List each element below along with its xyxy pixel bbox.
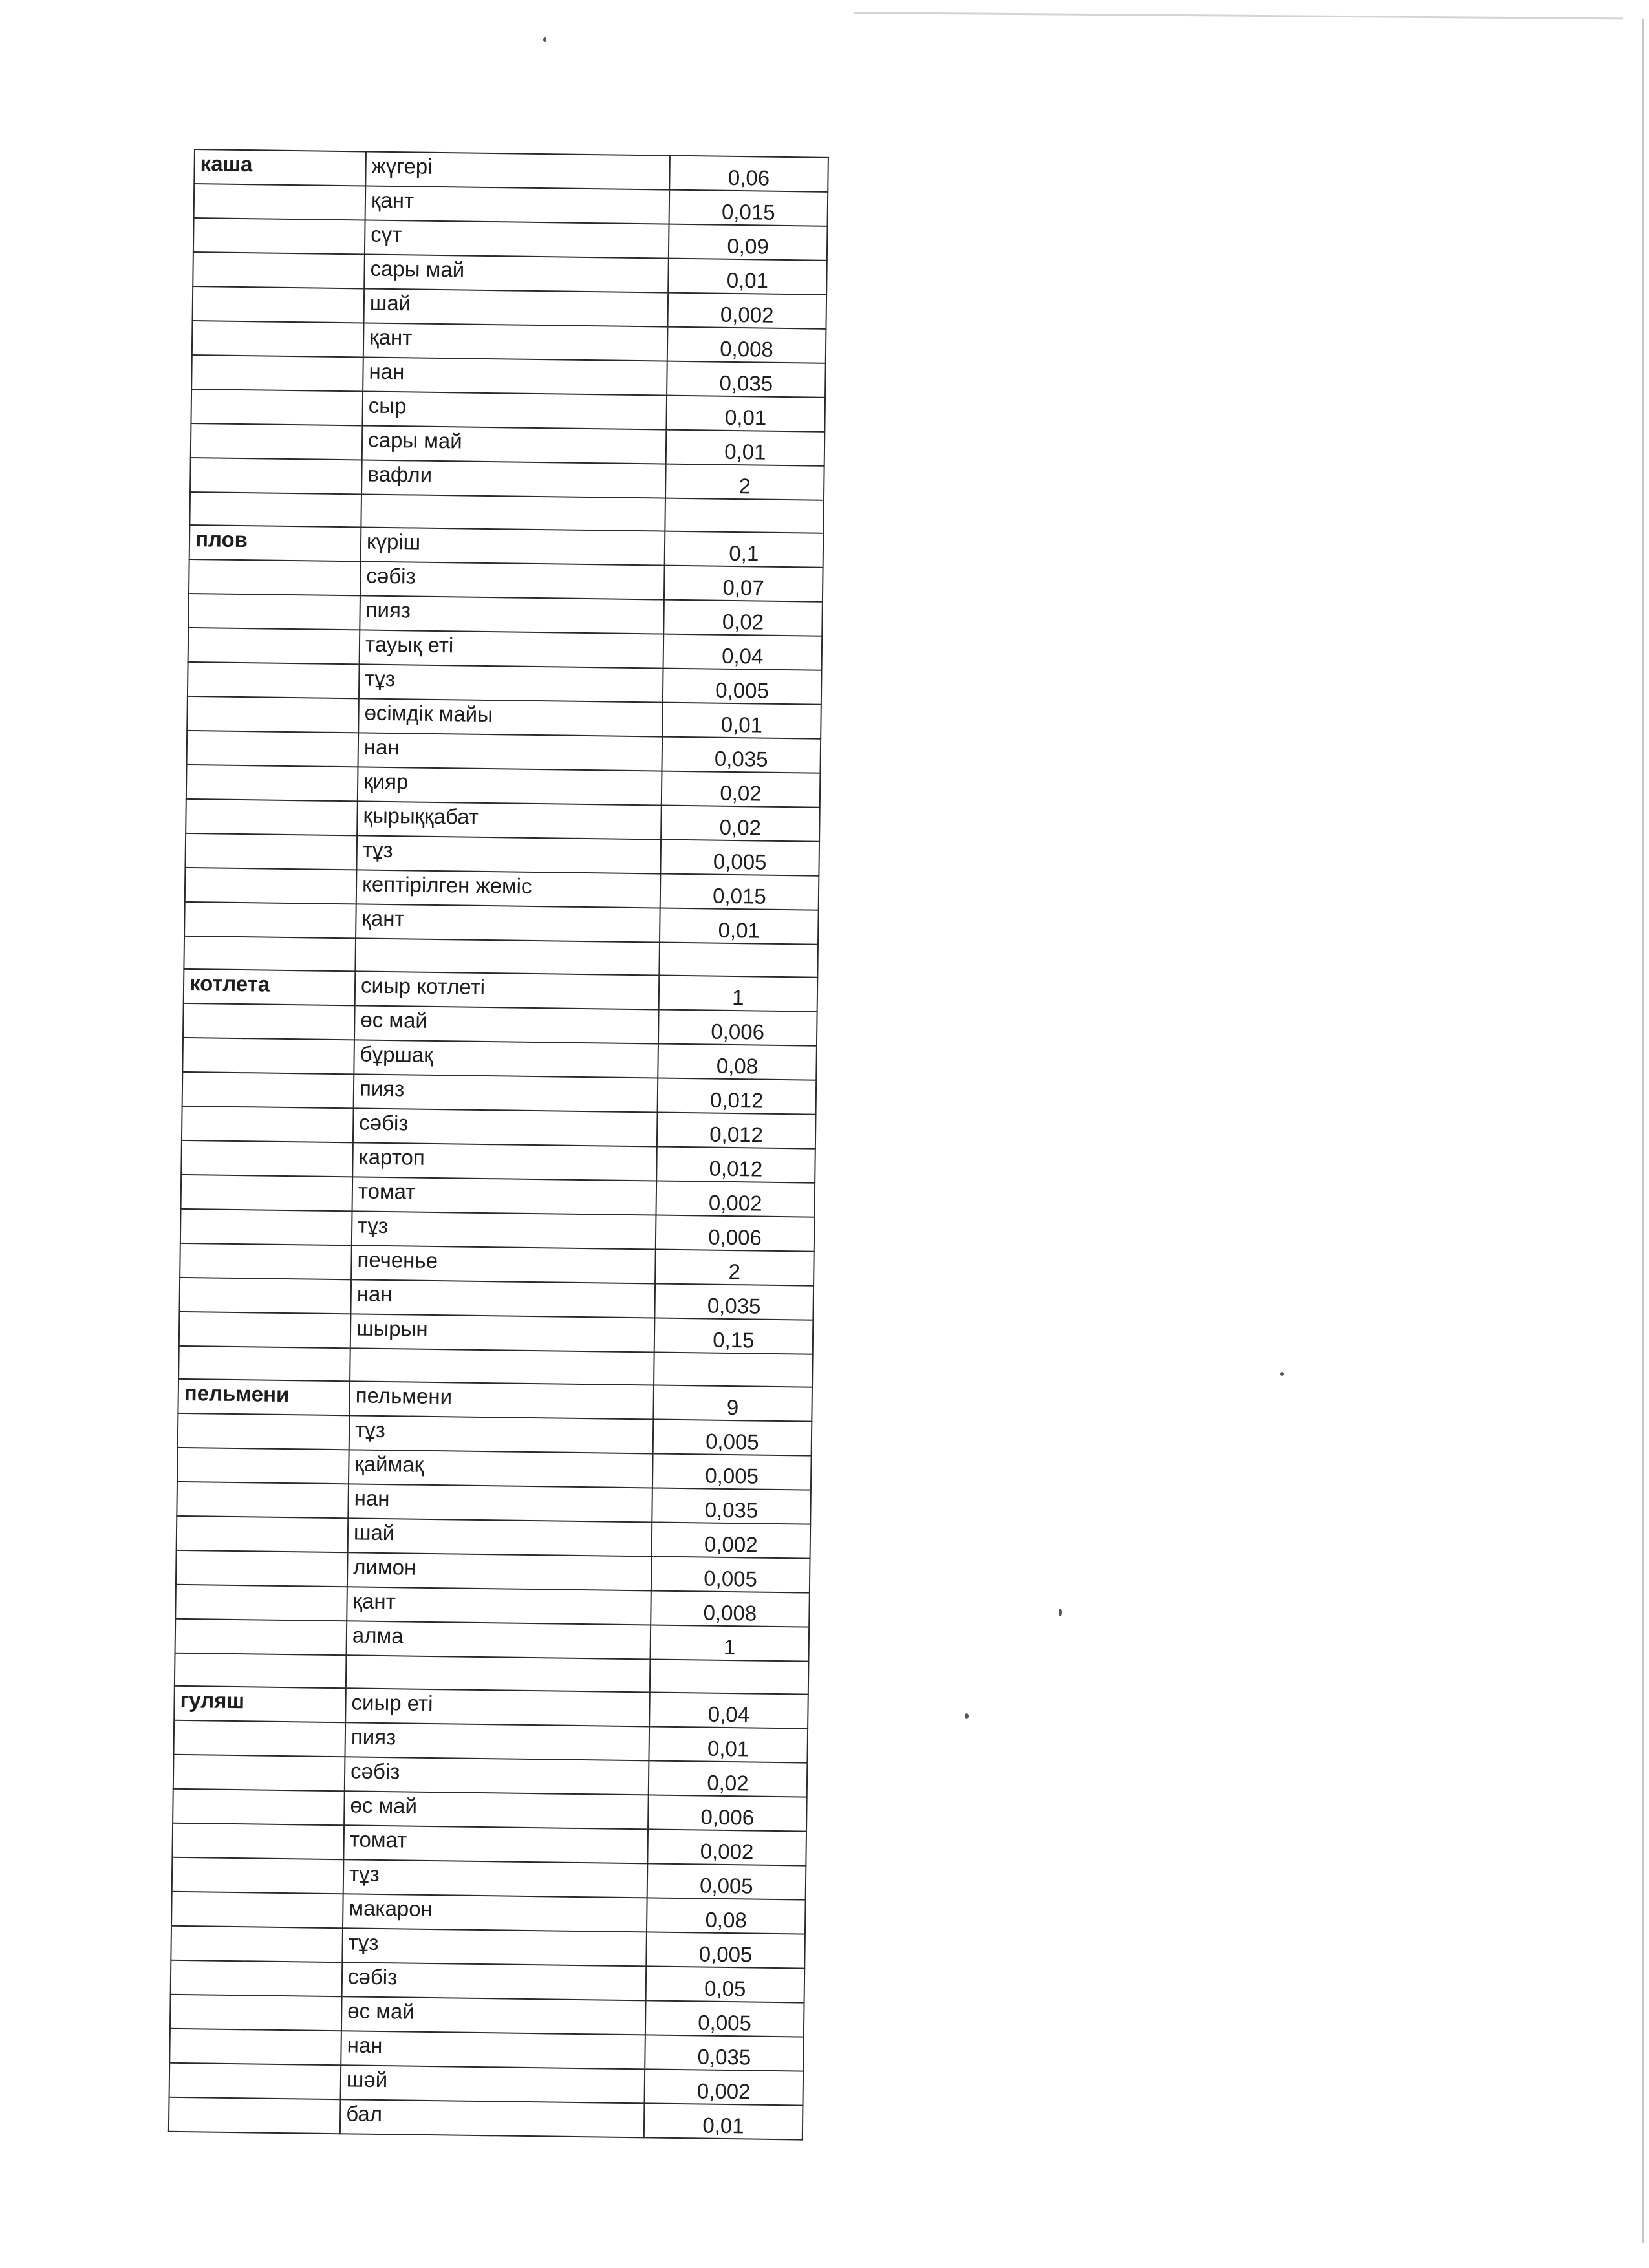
ingredient-quantity: 0,01 [662, 703, 821, 739]
ingredient-name: сәбіз [353, 1108, 658, 1146]
ingredient-name: сиыр котлеті [355, 971, 660, 1009]
ingredient-quantity: 0,035 [645, 2035, 804, 2071]
ingredient-name: қант [347, 1587, 651, 1625]
dish-cell-empty [186, 799, 358, 835]
ingredient-name: пияз [354, 1074, 658, 1112]
ingredient-quantity: 0,005 [647, 1863, 806, 1899]
ingredient-name: вафли [361, 460, 666, 498]
ingredient-quantity: 0,02 [661, 806, 820, 842]
ingredient-name: бұршақ [354, 1040, 658, 1078]
ingredient-name: сыр [362, 391, 667, 429]
ingredient-name: томат [352, 1177, 657, 1215]
ingredient-name: тұз [343, 1859, 648, 1898]
ingredient-quantity: 0,005 [645, 2000, 804, 2037]
dish-cell-empty [186, 765, 358, 801]
ingredient-quantity: 9 [653, 1385, 812, 1421]
ingredient-name: нан [363, 357, 667, 395]
scan-speck [1059, 1609, 1062, 1616]
ingredient-quantity: 0,005 [651, 1556, 810, 1592]
dish-cell-empty [181, 1140, 353, 1177]
ingredient-quantity: 0,006 [648, 1795, 807, 1831]
empty-cell [659, 943, 818, 978]
ingredient-quantity: 0,07 [664, 566, 823, 602]
dish-name: каша [194, 149, 366, 186]
ingredient-name: лимон [347, 1552, 652, 1590]
dish-cell-empty [176, 1550, 348, 1587]
dish-cell-empty [182, 1038, 354, 1074]
ingredient-quantity: 0,015 [660, 874, 819, 910]
dish-cell-empty [194, 184, 366, 220]
ingredient-name: сиыр еті [345, 1688, 650, 1726]
ingredient-quantity: 0,005 [652, 1453, 812, 1490]
dish-cell-empty [192, 321, 364, 357]
scan-edge-line [854, 12, 1623, 19]
dish-cell-empty [169, 2097, 341, 2134]
empty-cell [650, 1659, 809, 1694]
dish-name: гуляш [174, 1686, 346, 1722]
ingredient-name: қаймақ [349, 1450, 653, 1488]
scan-speck [543, 37, 546, 42]
empty-cell [184, 936, 356, 971]
ingredient-name: тұз [356, 835, 661, 873]
ingredient-name: пельмени [349, 1381, 654, 1419]
dish-cell-empty [177, 1516, 349, 1552]
menu-table-body [169, 149, 828, 2140]
empty-cell [346, 1655, 651, 1692]
ingredient-quantity: 1 [659, 976, 818, 1012]
dish-cell-empty [188, 594, 360, 630]
ingredient-quantity: 0,005 [660, 840, 819, 876]
ingredient-name: қант [356, 904, 660, 942]
dish-cell-empty [193, 286, 365, 323]
dish-cell-empty [181, 1175, 353, 1211]
ingredient-name: бал [340, 2099, 645, 2137]
dish-cell-empty [169, 2063, 341, 2099]
dish-cell-empty [173, 1755, 345, 1791]
dish-cell-empty [182, 1072, 354, 1108]
dish-cell-empty [191, 389, 363, 425]
ingredient-quantity: 0,012 [657, 1113, 816, 1149]
dish-cell-empty [184, 902, 356, 938]
empty-cell [189, 492, 361, 527]
dish-cell-empty [191, 423, 363, 460]
ingredient-name: кептірілген жеміс [356, 870, 661, 908]
ingredient-quantity: 0,008 [651, 1590, 810, 1627]
ingredient-quantity: 0,1 [665, 531, 824, 568]
empty-cell [178, 1346, 350, 1381]
empty-cell [665, 498, 824, 533]
dish-cell-empty [185, 833, 357, 870]
ingredient-quantity: 0,006 [658, 1010, 817, 1046]
dish-cell-empty [187, 696, 359, 733]
ingredient-name: сәбіз [345, 1757, 649, 1795]
ingredient-name: өс май [354, 1005, 659, 1043]
dish-cell-empty [187, 731, 359, 767]
dish-cell-empty [177, 1448, 349, 1484]
ingredient-name: шай [348, 1518, 652, 1556]
ingredient-name: күріш [361, 527, 665, 565]
dish-cell-empty [177, 1482, 349, 1518]
ingredient-name: алма [347, 1621, 651, 1659]
empty-cell [361, 494, 665, 531]
ingredient-name: өс май [341, 1996, 646, 2035]
ingredient-name: картоп [352, 1142, 657, 1181]
ingredient-quantity: 0,005 [663, 669, 822, 705]
ingredient-quantity: 0,005 [653, 1419, 812, 1455]
ingredient-name: сәбіз [360, 561, 665, 599]
dish-cell-empty [191, 355, 363, 391]
scan-right-edge [1642, 19, 1644, 2243]
ingredient-quantity: 0,04 [663, 634, 823, 670]
ingredient-quantity: 0,01 [649, 1726, 808, 1762]
dish-cell-empty [173, 1789, 345, 1825]
ingredient-name: тауық еті [360, 630, 664, 668]
dish-cell-empty [175, 1619, 347, 1655]
ingredient-name: қант [363, 323, 668, 361]
ingredient-name: нан [341, 2031, 645, 2069]
menu-ingredients-table [168, 149, 829, 2141]
dish-cell-empty [183, 1003, 355, 1040]
ingredient-quantity: 0,035 [652, 1488, 811, 1524]
dish-name: котлета [184, 969, 356, 1005]
ingredient-name: пияз [345, 1722, 649, 1760]
dish-cell-empty [193, 218, 365, 254]
ingredient-quantity: 0,02 [649, 1760, 808, 1797]
empty-cell [175, 1653, 347, 1688]
ingredient-quantity: 0,012 [656, 1147, 815, 1183]
ingredient-name: сәбіз [342, 1962, 647, 2000]
ingredient-name: нан [350, 1279, 655, 1318]
ingredient-name: сары май [362, 425, 667, 464]
dish-cell-empty [180, 1243, 352, 1279]
ingredient-name: өсімдік майы [358, 698, 663, 736]
ingredient-quantity: 2 [665, 464, 824, 500]
dish-cell-empty [172, 1823, 344, 1859]
ingredient-name: макарон [343, 1894, 647, 1932]
dish-cell-empty [178, 1413, 350, 1450]
ingredient-quantity: 0,002 [667, 293, 826, 329]
dish-cell-empty [169, 2029, 341, 2065]
ingredient-name: өс май [344, 1791, 649, 1829]
dish-cell-empty [179, 1312, 351, 1348]
dish-cell-empty [171, 1892, 343, 1928]
ingredient-quantity: 0,006 [656, 1215, 815, 1251]
ingredient-quantity: 0,012 [658, 1078, 817, 1115]
ingredient-quantity: 0,002 [644, 2069, 803, 2105]
ingredient-quantity: 0,04 [649, 1692, 808, 1728]
dish-cell-empty [190, 458, 362, 494]
empty-cell [350, 1348, 654, 1385]
ingredient-name: тұз [359, 664, 663, 702]
scan-speck [965, 1713, 969, 1719]
ingredient-name: нан [348, 1484, 652, 1522]
ingredient-name: тұз [352, 1211, 656, 1249]
ingredient-quantity: 0,09 [669, 224, 828, 261]
ingredient-quantity: 0,005 [646, 1932, 805, 1968]
ingredient-name: шәй [341, 2065, 645, 2103]
scan-speck [1280, 1372, 1284, 1376]
ingredient-quantity: 0,02 [662, 771, 821, 808]
ingredient-name: нан [358, 733, 663, 771]
dish-cell-empty [173, 1720, 345, 1757]
ingredient-quantity: 2 [655, 1249, 814, 1285]
dish-cell-empty [189, 559, 361, 595]
ingredient-name: томат [343, 1825, 648, 1863]
ingredient-name: печенье [351, 1245, 656, 1283]
ingredient-name: сүт [365, 220, 669, 258]
dish-cell-empty [193, 252, 365, 288]
ingredient-quantity: 0,15 [654, 1318, 814, 1354]
ingredient-name: қант [365, 186, 670, 224]
ingredient-quantity: 0,035 [654, 1283, 814, 1320]
dish-cell-empty [180, 1209, 352, 1245]
ingredient-quantity: 0,002 [656, 1181, 815, 1217]
ingredient-quantity: 0,035 [662, 737, 821, 773]
ingredient-name: тұз [349, 1415, 654, 1453]
empty-cell [654, 1352, 813, 1387]
dish-cell-empty [172, 1857, 344, 1894]
dish-name: пельмени [178, 1379, 350, 1415]
dish-cell-empty [179, 1278, 351, 1314]
dish-cell-empty [188, 662, 360, 698]
ingredient-quantity: 0,002 [647, 1829, 806, 1865]
ingredient-name: жүгері [365, 151, 670, 189]
ingredient-quantity: 0,01 [666, 396, 825, 432]
ingredient-quantity: 0,08 [647, 1898, 806, 1934]
ingredient-quantity: 0,08 [658, 1044, 817, 1080]
ingredient-name: пияз [360, 595, 664, 634]
dish-cell-empty [170, 1995, 342, 2031]
ingredient-name: тұз [342, 1928, 647, 1966]
ingredient-quantity: 0,01 [644, 2103, 803, 2139]
dish-name: плов [189, 525, 361, 561]
ingredient-quantity: 0,01 [660, 908, 819, 945]
menu-table-wrapper [168, 149, 829, 2141]
dish-cell-empty [188, 628, 360, 664]
dish-cell-empty [175, 1585, 347, 1621]
dish-cell-empty [171, 1960, 343, 1996]
ingredient-quantity: 0,06 [669, 156, 828, 192]
ingredient-name: сары май [364, 254, 669, 292]
ingredient-quantity: 0,035 [667, 361, 826, 398]
ingredient-name: қырыққабат [357, 801, 662, 839]
ingredient-quantity: 0,008 [667, 327, 826, 363]
ingredient-quantity: 0,01 [668, 259, 827, 295]
dish-cell-empty [185, 868, 357, 904]
ingredient-name: қияр [358, 767, 662, 805]
ingredient-quantity: 0,01 [666, 430, 825, 466]
ingredient-quantity: 1 [650, 1625, 809, 1661]
ingredient-quantity: 0,02 [663, 600, 823, 636]
ingredient-name: шай [363, 288, 668, 326]
ingredient-quantity: 0,002 [652, 1522, 811, 1558]
dish-cell-empty [171, 1926, 343, 1962]
ingredient-name: шырын [350, 1314, 655, 1352]
empty-cell [355, 938, 660, 975]
ingredient-quantity: 0,05 [646, 1966, 805, 2002]
ingredient-quantity: 0,015 [669, 190, 828, 226]
dish-cell-empty [182, 1106, 354, 1142]
